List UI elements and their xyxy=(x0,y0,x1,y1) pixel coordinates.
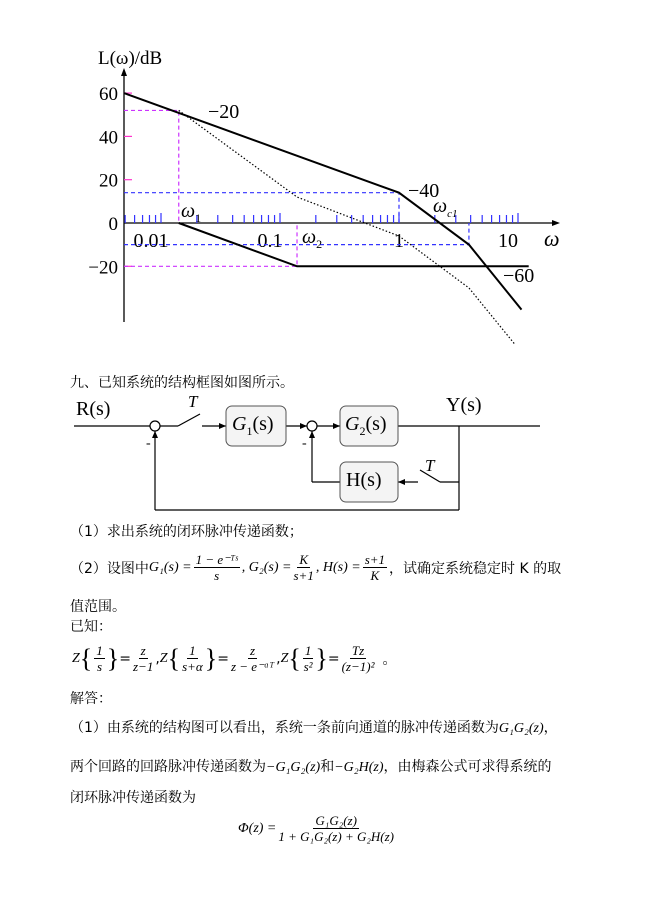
omega1-label: $\omega_1$ xyxy=(181,200,202,225)
y-axis-label: L(ω)/dB xyxy=(98,48,163,69)
question-2: （2）设图中 G₁(s) = $\frac{\text{1 − e⁻ᵀˢ}}{s}$ , G₂(s) = $\frac{K}{s+1}$ , H(s) = $\frac{s+1}{K}$ ，试确定系统稳定时 K 的取 xyxy=(70,552,562,583)
slope-label-60: −60 xyxy=(503,265,535,287)
sampler-t-label-2: T xyxy=(425,456,435,475)
minus-sign-2: - xyxy=(302,436,307,451)
question-title: 九、已知系统的结构框图如图所示。 xyxy=(70,375,294,391)
y-tick-label: 0 xyxy=(108,214,118,235)
closed-loop-formula: Φ(z) = $\frac{\text{G₁G₂(z)}}{\text{1 + G₁G₂(z) + G₂H(z)}}$ xyxy=(238,813,394,844)
x-axis-label: ω xyxy=(544,226,560,251)
omega2-label: $\omega_2$ xyxy=(302,226,323,251)
slope-label-20: −20 xyxy=(208,101,240,123)
answer-line-3: 闭环脉冲传递函数为 xyxy=(70,790,196,806)
slope-label-40: −40 xyxy=(408,180,440,202)
y-tick-label: 40 xyxy=(99,127,118,149)
minus-sign-1: - xyxy=(146,436,151,451)
question-1: （1）求出系统的闭环脉冲传递函数； xyxy=(70,524,303,540)
x-tick-label: 1 xyxy=(394,230,404,252)
guide-line xyxy=(124,110,179,223)
question-2-cont: 值范围。 xyxy=(70,599,126,615)
y-tick-label: 60 xyxy=(99,84,118,106)
x-tick-label: 0.1 xyxy=(257,230,283,252)
series-line-L' xyxy=(179,110,515,344)
z-transform-table: Z { $\frac{1}{s}$ } = $\frac{z}{z-1}$ , Z { $\frac{1}{s+\alpha}$ } = $\frac{z}{\text{z − e⁻ᵅᵀ}}$ , Z { $\frac{1}{\text{s²}}$ } = $\frac{Tz}{\text{(z−1)²}}$ 。 xyxy=(72,643,397,674)
x-tick-label: 10 xyxy=(498,230,518,252)
known-label: 已知： xyxy=(70,619,112,635)
y-tick-label: 20 xyxy=(99,170,118,192)
g1-label: $G_1(s)$ xyxy=(232,413,274,438)
sampler-t-label: T xyxy=(188,392,198,411)
omega-c1-label: $\omega_{c1}$ xyxy=(433,195,458,220)
h-label: H(s) xyxy=(346,469,382,491)
x-tick-label: 0.01 xyxy=(133,230,169,252)
answer-label: 解答： xyxy=(70,691,112,707)
answer-line-2: 两个回路的回路脉冲传递函数为−G₁G₂(z)和−G₂H(z)，由梅森公式可求得系统的 xyxy=(70,759,552,775)
output-label: Y(s) xyxy=(446,394,482,416)
y-tick-label: −20 xyxy=(88,257,118,279)
input-label: R(s) xyxy=(76,398,111,420)
g2-label: $G_2(s)$ xyxy=(345,413,387,438)
answer-line-1: （1）由系统的结构图可以看出，系统一条前向通道的脉冲传递函数为G₁G₂(z)， xyxy=(70,720,558,736)
